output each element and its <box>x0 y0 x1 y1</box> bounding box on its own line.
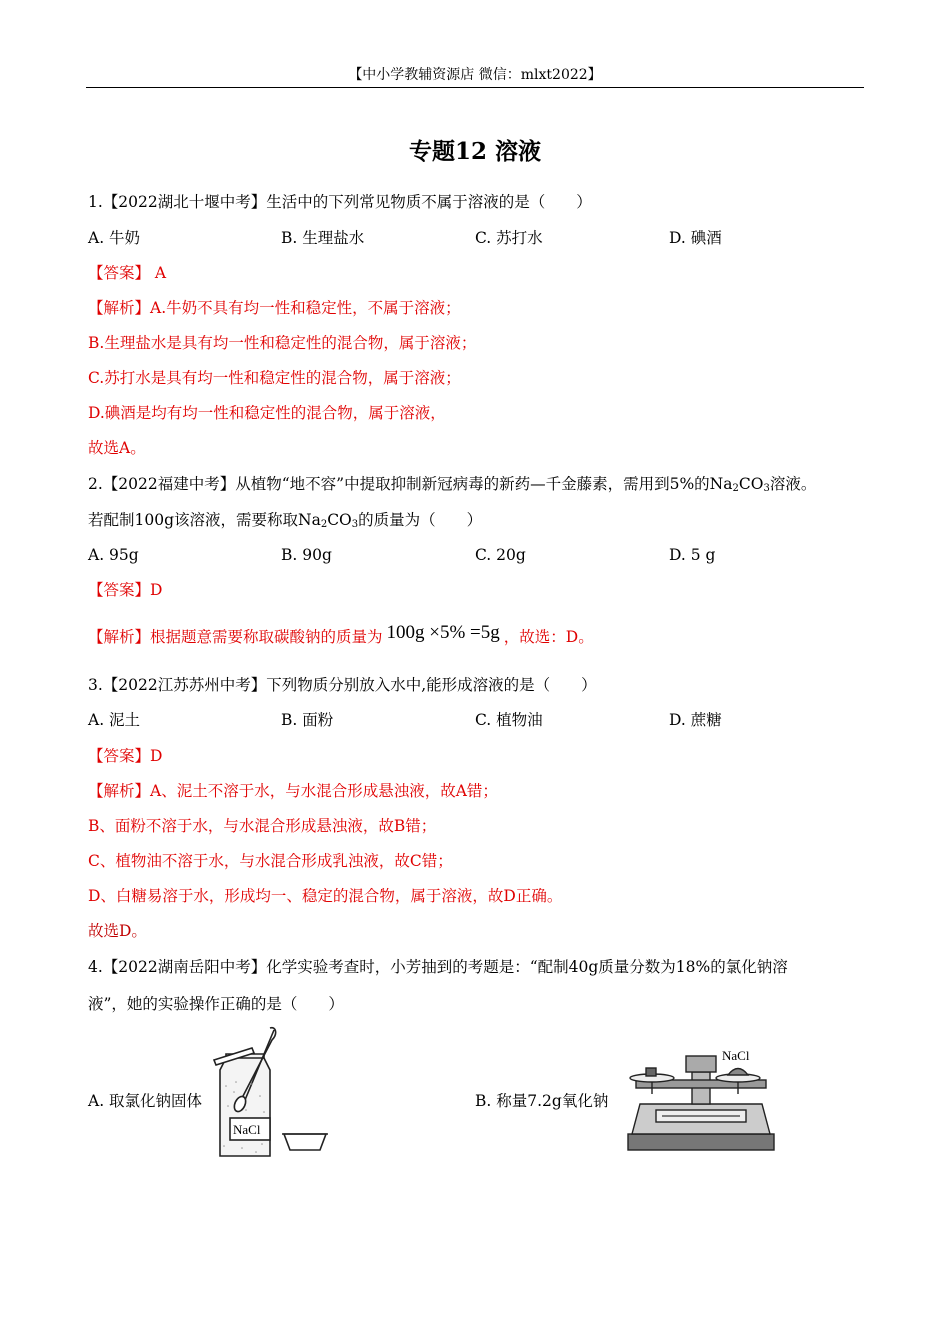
q4-option-a: A. 取氯化钠固体 <box>88 1092 203 1110</box>
balance-label: NaCl <box>722 1048 750 1063</box>
q1-analysis-line: C.苏打水是具有均一性和稳定性的混合物，属于溶液； <box>88 369 461 387</box>
q3-analysis-line: D、白糖易溶于水，形成均一、稳定的混合物，属于溶液，故D正确。 <box>88 887 563 905</box>
q2-analysis: 【解析】根据题意需要称取碳酸钠的质量为 100g ×5% =5g ，故选：D。 <box>88 622 594 646</box>
q2-stem-line1: 2.【2022福建中考】从植物“地不容”中提取抑制新冠病毒的新药—千金藤素，需用到5%的$Na_2CO_3$溶液。 <box>88 475 817 494</box>
header-divider <box>86 87 864 88</box>
q2-stem-line2: 若配制100g该溶液，需要称取$Na_2CO_3$的质量为（ ） <box>88 511 483 530</box>
q1-analysis-line: 【解析】A.牛奶不具有均一性和稳定性，不属于溶液； <box>88 299 461 317</box>
q3-stem: 3.【2022江苏苏州中考】下列物质分别放入水中,能形成溶液的是（ ） <box>88 676 597 694</box>
q2-option-a: A. 95g <box>88 546 139 564</box>
q1-analysis-line: 故选A。 <box>88 439 146 457</box>
q3-analysis-line: C、植物油不溶于水，与水混合形成乳浊液，故C错； <box>88 852 453 870</box>
q3-analysis-line: B、面粉不溶于水，与水混合形成悬浊液，故B错； <box>88 817 437 835</box>
q1-option-c: C. 苏打水 <box>475 229 543 247</box>
q1-option-d: D. 碘酒 <box>669 229 722 247</box>
q1-analysis-line: D.碘酒是均有均一性和稳定性的混合物，属于溶液， <box>88 404 446 422</box>
q1-answer: 【答案】 A <box>88 264 167 282</box>
q2-option-d: D. 5 g <box>669 546 716 564</box>
q3-option-c: C. 植物油 <box>475 711 543 729</box>
q2-formula: 100g ×5% =5g <box>386 622 500 643</box>
q3-answer: 【答案】D <box>88 747 163 765</box>
q4-stem-line1: 4.【2022湖南岳阳中考】化学实验考查时，小芳抽到的考题是：“配制40g质量分数为18%的氯化钠溶 <box>88 958 788 976</box>
q3-option-b: B. 面粉 <box>281 711 334 729</box>
q1-option-a: A. 牛奶 <box>88 229 141 247</box>
q1-analysis-line: B.生理盐水是具有均一性和稳定性的混合物，属于溶液； <box>88 334 477 352</box>
q3-analysis-line: 【解析】A、泥土不溶于水，与水混合形成悬浊液，故A错； <box>88 782 498 800</box>
page-title: 专题12 溶液 <box>408 138 541 165</box>
q1-option-b: B. 生理盐水 <box>281 229 365 247</box>
page-header: 【中小学教辅资源店 微信：mlxt2022】 <box>348 67 602 83</box>
q3-option-a: A. 泥土 <box>88 711 141 729</box>
q4-stem-line2: 液”，她的实验操作正确的是（ ） <box>88 995 344 1013</box>
q3-option-d: D. 蔗糖 <box>669 711 722 729</box>
bottle-label: NaCl <box>233 1122 261 1137</box>
q2-option-c: C. 20g <box>475 546 526 564</box>
q3-conclusion: 故选D。 <box>88 922 147 940</box>
q1-stem: 1.【2022湖北十堰中考】生活中的下列常见物质不属于溶液的是（ ） <box>88 193 592 211</box>
reagent-bottle-figure <box>212 1026 332 1161</box>
balance-figure <box>626 1042 776 1154</box>
q2-option-b: B. 90g <box>281 546 332 564</box>
q4-option-b: B. 称量7.2g氧化钠 <box>475 1092 609 1110</box>
q2-answer: 【答案】D <box>88 581 163 599</box>
